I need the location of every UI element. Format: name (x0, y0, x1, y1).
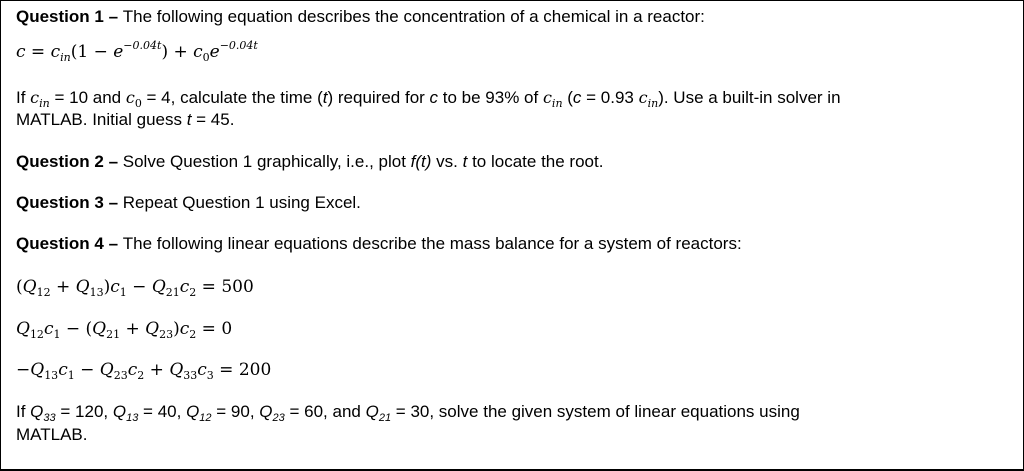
question-2-label: Question 2 (16, 152, 104, 171)
question-4-label: Question 4 (16, 234, 104, 253)
question-3-label: Question 3 (16, 193, 104, 212)
mass-balance-equation-2: $Q_{12}c_1 - (Q_{21} + Q_{23})c_2 = 0$ (16, 319, 233, 341)
question-4-instructions: If $Q_{33} = 120$, $Q_{13} = 40$, $Q_{12} = 90$, $Q_{23} = 60$, and $Q_{21} = 30$, solve the given system of linear equations using (16, 402, 800, 424)
question-1-instructions-line-2: MATLAB. Initial guess t = 45. (16, 110, 235, 129)
concentration-equation: $c = c_{in}(1 - e^{-0.04t}) + c_0e^{-0.04t}$ (16, 39, 258, 64)
mass-balance-equation-3: $-Q_{13}c_1 - Q_{23}c_2 + Q_{33}c_3 = 200$ (16, 360, 272, 382)
mass-balance-equation-1: $(Q_{12} + Q_{13})c_1 - Q_{21}c_2 = 500$ (16, 277, 254, 299)
question-4-instructions-line-2: MATLAB. (16, 425, 88, 444)
question-1-label: Question 1 (16, 7, 104, 26)
question-1-heading: Question 1 – The following equation describes the concentration of a chemical in a reactor: (16, 7, 705, 26)
question-1-text: The following equation describes the concentration of a chemical in a reactor: (122, 7, 705, 26)
question-1-instructions: If $c_{in} = 10$ and $c_0 = 4$, calculate the time (t) required for c to be 93% of $c_{in}$ (c = 0.93 $c_{in}$). Use a built-in solver in (16, 88, 841, 110)
question-2: Question 2 – Solve Question 1 graphically, i.e., plot f(t) vs. t to locate the root. (16, 152, 604, 171)
question-4-heading: Question 4 – The following linear equations describe the mass balance for a system of reactors: (16, 234, 742, 253)
question-3: Question 3 – Repeat Question 1 using Excel. (16, 193, 361, 212)
